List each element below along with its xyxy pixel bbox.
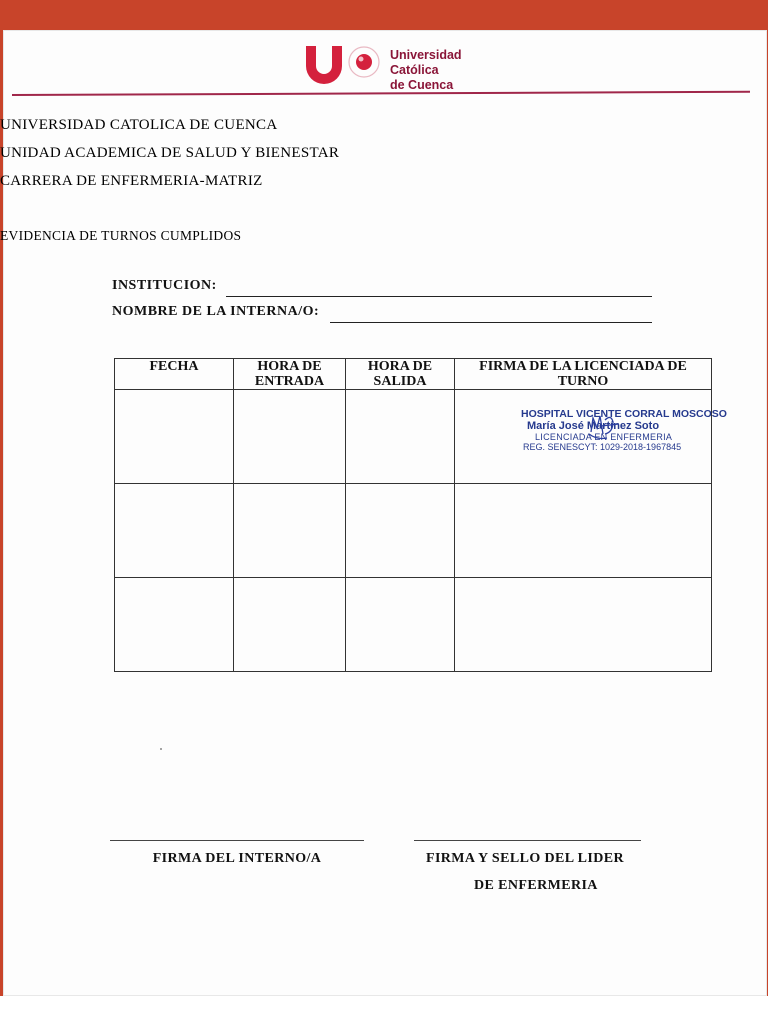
stamp-title: LICENCIADA EN ENFERMERIA: [535, 432, 673, 442]
table-row: [115, 390, 712, 484]
institution-label: INSTITUCION:: [112, 278, 217, 293]
leader-signature-label-1: FIRMA Y SELLO DEL LIDER: [426, 851, 624, 866]
table-row: [115, 484, 712, 578]
university-heading: UNIVERSIDAD CATOLICA DE CUENCA: [0, 117, 278, 133]
column-header-nurse-signature: FIRMA DE LA LICENCIADA DE TURNO: [455, 359, 712, 390]
table-header-row: [115, 359, 712, 390]
shifts-table: [114, 358, 727, 672]
entry-time-cell[interactable]: [234, 484, 346, 578]
career-heading: CARRERA DE ENFERMERIA-MATRIZ: [0, 173, 263, 189]
leader-signature-label-2: DE ENFERMERIA: [474, 878, 598, 893]
date-cell[interactable]: [115, 578, 234, 672]
intern-name-field[interactable]: [330, 322, 652, 323]
logo-line-2: Católica: [390, 63, 439, 77]
entry-time-cell[interactable]: [234, 578, 346, 672]
table-row: [115, 578, 712, 672]
column-header-exit-time: HORA DE SALIDA: [346, 359, 455, 390]
institution-field[interactable]: [226, 296, 652, 297]
signature-cell[interactable]: [455, 390, 727, 484]
stamp-registration: REG. SENESCYT: 1029-2018-1967845: [523, 442, 682, 452]
exit-time-cell[interactable]: [346, 578, 455, 672]
intern-signature-label: FIRMA DEL INTERNO/A: [152, 851, 322, 866]
handwritten-signature-icon: [527, 410, 677, 446]
logo-line-1: Universidad: [390, 48, 462, 62]
exit-time-cell[interactable]: [346, 390, 455, 484]
signature-cell[interactable]: [455, 578, 712, 672]
signature-cell[interactable]: [455, 484, 712, 578]
university-logo: [300, 40, 470, 90]
speck: [160, 748, 162, 750]
date-cell[interactable]: [115, 484, 234, 578]
stamp-name: María José Martínez Soto: [527, 420, 660, 432]
logo-wordmark: [390, 48, 462, 93]
stamp-hospital: HOSPITAL VICENTE CORRAL MOSCOSO: [521, 408, 727, 420]
intern-signature-line[interactable]: [110, 840, 364, 841]
entry-time-cell[interactable]: [234, 390, 346, 484]
document-title: EVIDENCIA DE TURNOS CUMPLIDOS: [0, 228, 242, 243]
logo-mark-icon: [300, 40, 390, 90]
leader-signature-line[interactable]: [414, 840, 641, 841]
date-cell[interactable]: [115, 390, 234, 484]
unit-heading: UNIDAD ACADEMICA DE SALUD Y BIENESTAR: [0, 145, 340, 161]
column-header-date: FECHA: [115, 359, 234, 390]
exit-time-cell[interactable]: [346, 484, 455, 578]
column-header-entry-time: HORA DE ENTRADA: [234, 359, 346, 390]
scan-margin: [0, 996, 768, 1024]
intern-name-label: NOMBRE DE LA INTERNA/O:: [112, 304, 320, 319]
logo-line-3: de Cuenca: [390, 78, 454, 92]
